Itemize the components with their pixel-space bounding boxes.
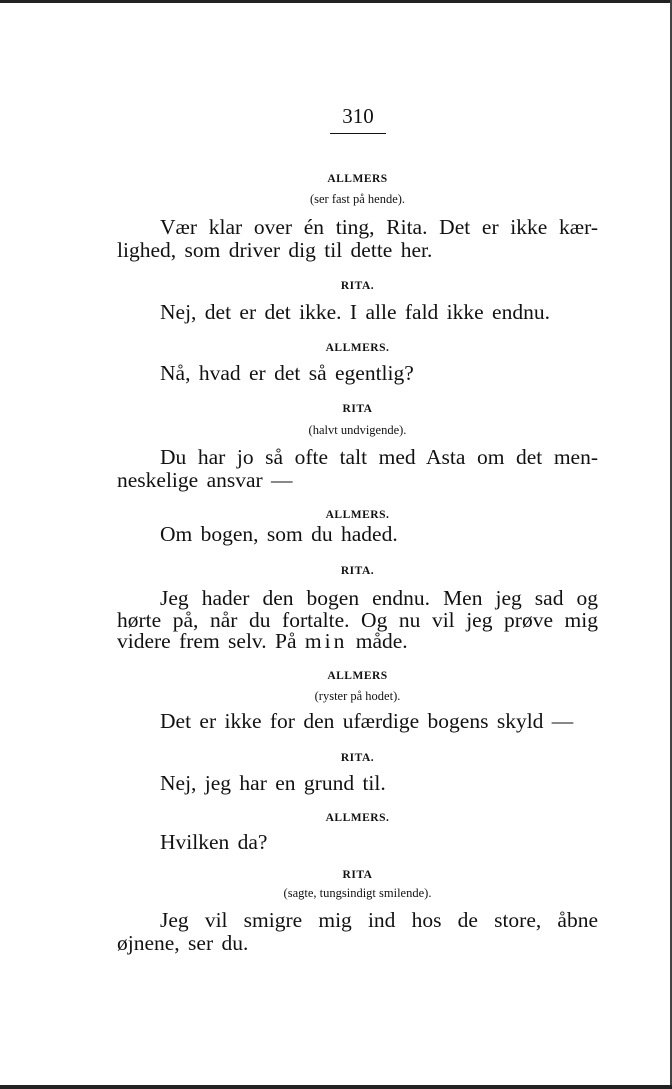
speaker-name: ALLMERS. — [325, 509, 390, 521]
dialogue-line: Nej, jeg har en grund til. — [160, 771, 386, 795]
dialogue-line: Nej, det er det ikke. I alle fald ikke endnu. — [160, 300, 550, 324]
speaker-name: ALLMERS. — [325, 812, 390, 824]
speaker-name: RITA. — [340, 565, 375, 577]
dialogue-line: hørte på, når du fortalte. Og nu vil jeg prøve mig — [117, 608, 598, 632]
stage-direction: (sagte, tungsindigt smilende). — [283, 886, 432, 900]
dialogue-text: måde. — [347, 629, 408, 653]
emphasized-word: min — [304, 629, 348, 653]
dialogue-line: Jeg vil smigre mig ind hos de store, åbne — [160, 908, 598, 932]
dialogue-line — [117, 629, 598, 653]
stage-direction: (ser fast på hende). — [309, 192, 406, 206]
speaker-name: RITA. — [340, 752, 375, 764]
dialogue-line: Du har jo så ofte talt med Asta om det men- — [160, 445, 598, 469]
speaker-name: RITA — [342, 403, 373, 415]
scan-top-border — [0, 0, 672, 3]
dialogue-line: øjnene, ser du. — [117, 931, 249, 955]
scan-bottom-border — [0, 1085, 672, 1089]
speaker-name: ALLMERS — [327, 173, 388, 185]
dialogue-line: Om bogen, som du haded. — [160, 522, 398, 546]
stage-direction: (ryster på hodet). — [314, 689, 401, 703]
dialogue-line: lighed, som driver dig til dette her. — [117, 238, 433, 262]
dialogue-text: videre frem selv. På — [117, 629, 305, 653]
speaker-name: ALLMERS — [327, 670, 388, 682]
page-number: 310 — [342, 104, 374, 128]
speaker-name: RITA — [342, 869, 373, 881]
dialogue-line: Nå, hvad er det så egentlig? — [160, 361, 414, 385]
stage-direction: (halvt undvigende). — [308, 423, 407, 437]
dialogue-line: Det er ikke for den ufærdige bogens skyld — — [160, 709, 574, 733]
dialogue-line: Hvilken da? — [160, 830, 268, 854]
speaker-name: RITA. — [340, 280, 375, 292]
speaker-name: ALLMERS. — [325, 342, 390, 354]
dialogue-line: neskelige ansvar — — [117, 468, 293, 492]
dialogue-line: Vær klar over én ting, Rita. Det er ikke kær- — [160, 215, 598, 239]
dialogue-line: Jeg hader den bogen endnu. Men jeg sad og — [160, 586, 598, 610]
page-number-rule — [330, 133, 386, 134]
